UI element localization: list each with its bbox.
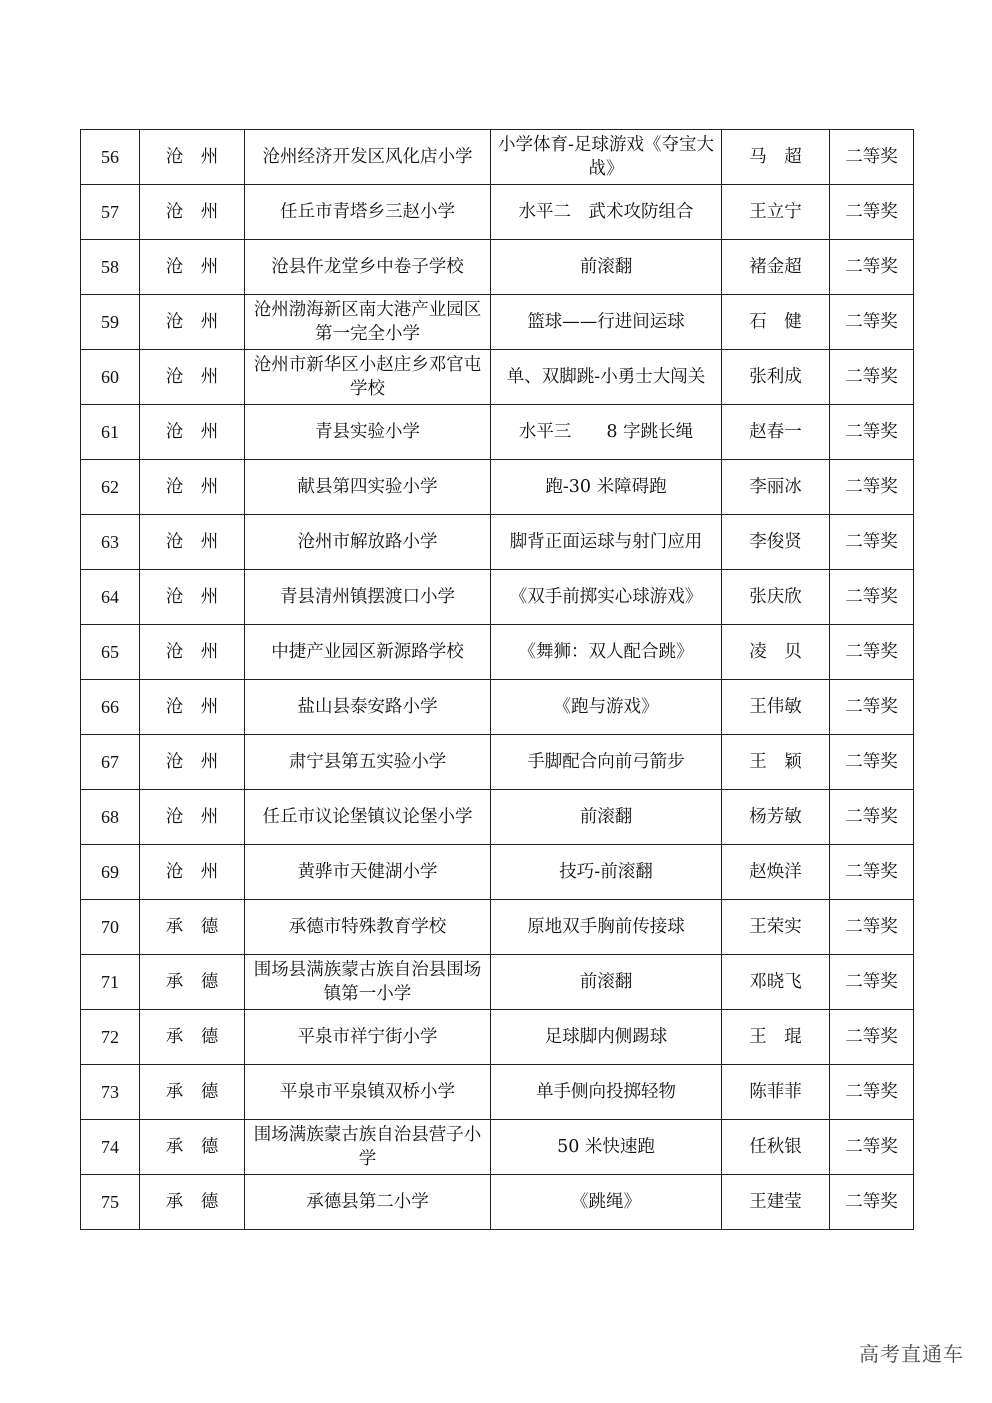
row-number: 56 (81, 130, 140, 185)
row-number: 70 (81, 900, 140, 955)
teacher-cell: 王 颖 (722, 735, 830, 790)
award-cell: 二等奖 (830, 460, 914, 515)
course-cell: 《跑与游戏》 (491, 680, 722, 735)
city-cell: 沧 州 (140, 735, 245, 790)
city-cell: 承 德 (140, 1175, 245, 1230)
teacher-cell: 张庆欣 (722, 570, 830, 625)
award-cell: 二等奖 (830, 625, 914, 680)
school-cell: 平泉市平泉镇双桥小学 (245, 1065, 491, 1120)
table-row (81, 460, 914, 515)
school-cell: 沧州市解放路小学 (245, 515, 491, 570)
school-cell: 中捷产业园区新源路学校 (245, 625, 491, 680)
row-number: 61 (81, 405, 140, 460)
city-cell: 沧 州 (140, 350, 245, 405)
award-cell: 二等奖 (830, 130, 914, 185)
award-cell: 二等奖 (830, 570, 914, 625)
row-number: 72 (81, 1010, 140, 1065)
award-cell: 二等奖 (830, 680, 914, 735)
row-number: 58 (81, 240, 140, 295)
table-row (81, 1120, 914, 1175)
teacher-cell: 王 琨 (722, 1010, 830, 1065)
city-cell: 承 德 (140, 1120, 245, 1175)
school-cell: 盐山县泰安路小学 (245, 680, 491, 735)
teacher-cell: 杨芳敏 (722, 790, 830, 845)
school-cell: 青县清州镇摆渡口小学 (245, 570, 491, 625)
award-cell: 二等奖 (830, 735, 914, 790)
school-cell: 围场满族蒙古族自治县营子小学 (245, 1120, 491, 1175)
table-row (81, 405, 914, 460)
award-rows (81, 130, 914, 1230)
row-number: 75 (81, 1175, 140, 1230)
row-number: 57 (81, 185, 140, 240)
award-cell: 二等奖 (830, 1065, 914, 1120)
table-row (81, 130, 914, 185)
award-table (80, 129, 914, 1230)
school-cell: 承德县第二小学 (245, 1175, 491, 1230)
school-cell: 沧州市新华区小赵庄乡邓官屯学校 (245, 350, 491, 405)
city-cell: 沧 州 (140, 460, 245, 515)
table-row (81, 955, 914, 1010)
teacher-cell: 邓晓飞 (722, 955, 830, 1010)
school-cell: 黄骅市天健湖小学 (245, 845, 491, 900)
course-cell: 《双手前掷实心球游戏》 (491, 570, 722, 625)
school-cell: 青县实验小学 (245, 405, 491, 460)
row-number: 62 (81, 460, 140, 515)
course-cell: 手脚配合向前弓箭步 (491, 735, 722, 790)
table-row (81, 515, 914, 570)
award-cell: 二等奖 (830, 955, 914, 1010)
teacher-cell: 李丽冰 (722, 460, 830, 515)
school-cell: 任丘市青塔乡三赵小学 (245, 185, 491, 240)
table-row (81, 350, 914, 405)
row-number: 71 (81, 955, 140, 1010)
row-number: 65 (81, 625, 140, 680)
school-cell: 沧县仵龙堂乡中卷子学校 (245, 240, 491, 295)
city-cell: 沧 州 (140, 515, 245, 570)
row-number: 60 (81, 350, 140, 405)
teacher-cell: 马 超 (722, 130, 830, 185)
course-cell: 《跳绳》 (491, 1175, 722, 1230)
city-cell: 沧 州 (140, 680, 245, 735)
award-cell: 二等奖 (830, 1175, 914, 1230)
school-cell: 任丘市议论堡镇议论堡小学 (245, 790, 491, 845)
row-number: 59 (81, 295, 140, 350)
teacher-cell: 凌 贝 (722, 625, 830, 680)
course-cell: 单、双脚跳-小勇士大闯关 (491, 350, 722, 405)
school-cell: 沧州经济开发区风化店小学 (245, 130, 491, 185)
teacher-cell: 赵焕洋 (722, 845, 830, 900)
table-row (81, 900, 914, 955)
award-cell: 二等奖 (830, 515, 914, 570)
teacher-cell: 王伟敏 (722, 680, 830, 735)
table-row (81, 845, 914, 900)
course-cell: 前滚翻 (491, 955, 722, 1010)
city-cell: 沧 州 (140, 790, 245, 845)
course-cell: 水平三 8 字跳长绳 (491, 405, 722, 460)
row-number: 73 (81, 1065, 140, 1120)
award-cell: 二等奖 (830, 1010, 914, 1065)
course-cell: 脚背正面运球与射门应用 (491, 515, 722, 570)
course-cell: 50 米快速跑 (491, 1120, 722, 1175)
course-cell: 《舞狮：双人配合跳》 (491, 625, 722, 680)
teacher-cell: 王立宁 (722, 185, 830, 240)
teacher-cell: 褚金超 (722, 240, 830, 295)
course-cell: 跑-30 米障碍跑 (491, 460, 722, 515)
row-number: 67 (81, 735, 140, 790)
award-cell: 二等奖 (830, 295, 914, 350)
course-cell: 篮球——行进间运球 (491, 295, 722, 350)
row-number: 66 (81, 680, 140, 735)
city-cell: 承 德 (140, 955, 245, 1010)
award-cell: 二等奖 (830, 845, 914, 900)
city-cell: 沧 州 (140, 405, 245, 460)
table-row (81, 240, 914, 295)
award-cell: 二等奖 (830, 405, 914, 460)
city-cell: 沧 州 (140, 625, 245, 680)
table-row (81, 1175, 914, 1230)
course-cell: 足球脚内侧踢球 (491, 1010, 722, 1065)
school-cell: 沧州渤海新区南大港产业园区第一完全小学 (245, 295, 491, 350)
course-cell: 小学体育-足球游戏《夺宝大战》 (491, 130, 722, 185)
table-row (81, 735, 914, 790)
award-cell: 二等奖 (830, 240, 914, 295)
table-row (81, 1065, 914, 1120)
table-row (81, 625, 914, 680)
city-cell: 沧 州 (140, 130, 245, 185)
table-row (81, 185, 914, 240)
city-cell: 沧 州 (140, 185, 245, 240)
row-number: 69 (81, 845, 140, 900)
city-cell: 承 德 (140, 1010, 245, 1065)
row-number: 64 (81, 570, 140, 625)
course-cell: 技巧-前滚翻 (491, 845, 722, 900)
teacher-cell: 赵春一 (722, 405, 830, 460)
course-cell: 原地双手胸前传接球 (491, 900, 722, 955)
school-cell: 献县第四实验小学 (245, 460, 491, 515)
course-cell: 水平二 武术攻防组合 (491, 185, 722, 240)
school-cell: 承德市特殊教育学校 (245, 900, 491, 955)
course-cell: 单手侧向投掷轻物 (491, 1065, 722, 1120)
table-row (81, 295, 914, 350)
table-row (81, 790, 914, 845)
watermark-text: 高考直通车 (859, 1342, 964, 1366)
table-row (81, 680, 914, 735)
city-cell: 承 德 (140, 1065, 245, 1120)
row-number: 68 (81, 790, 140, 845)
table-row (81, 1010, 914, 1065)
course-cell: 前滚翻 (491, 240, 722, 295)
award-cell: 二等奖 (830, 900, 914, 955)
row-number: 63 (81, 515, 140, 570)
award-cell: 二等奖 (830, 350, 914, 405)
teacher-cell: 任秋银 (722, 1120, 830, 1175)
row-number: 74 (81, 1120, 140, 1175)
city-cell: 沧 州 (140, 845, 245, 900)
award-cell: 二等奖 (830, 790, 914, 845)
school-cell: 肃宁县第五实验小学 (245, 735, 491, 790)
city-cell: 承 德 (140, 900, 245, 955)
teacher-cell: 张利成 (722, 350, 830, 405)
award-cell: 二等奖 (830, 185, 914, 240)
teacher-cell: 王建莹 (722, 1175, 830, 1230)
city-cell: 沧 州 (140, 570, 245, 625)
school-cell: 围场县满族蒙古族自治县围场镇第一小学 (245, 955, 491, 1010)
award-cell: 二等奖 (830, 1120, 914, 1175)
teacher-cell: 李俊贤 (722, 515, 830, 570)
table-row (81, 570, 914, 625)
city-cell: 沧 州 (140, 240, 245, 295)
teacher-cell: 王荣实 (722, 900, 830, 955)
course-cell: 前滚翻 (491, 790, 722, 845)
city-cell: 沧 州 (140, 295, 245, 350)
teacher-cell: 陈菲菲 (722, 1065, 830, 1120)
school-cell: 平泉市祥宁街小学 (245, 1010, 491, 1065)
teacher-cell: 石 健 (722, 295, 830, 350)
